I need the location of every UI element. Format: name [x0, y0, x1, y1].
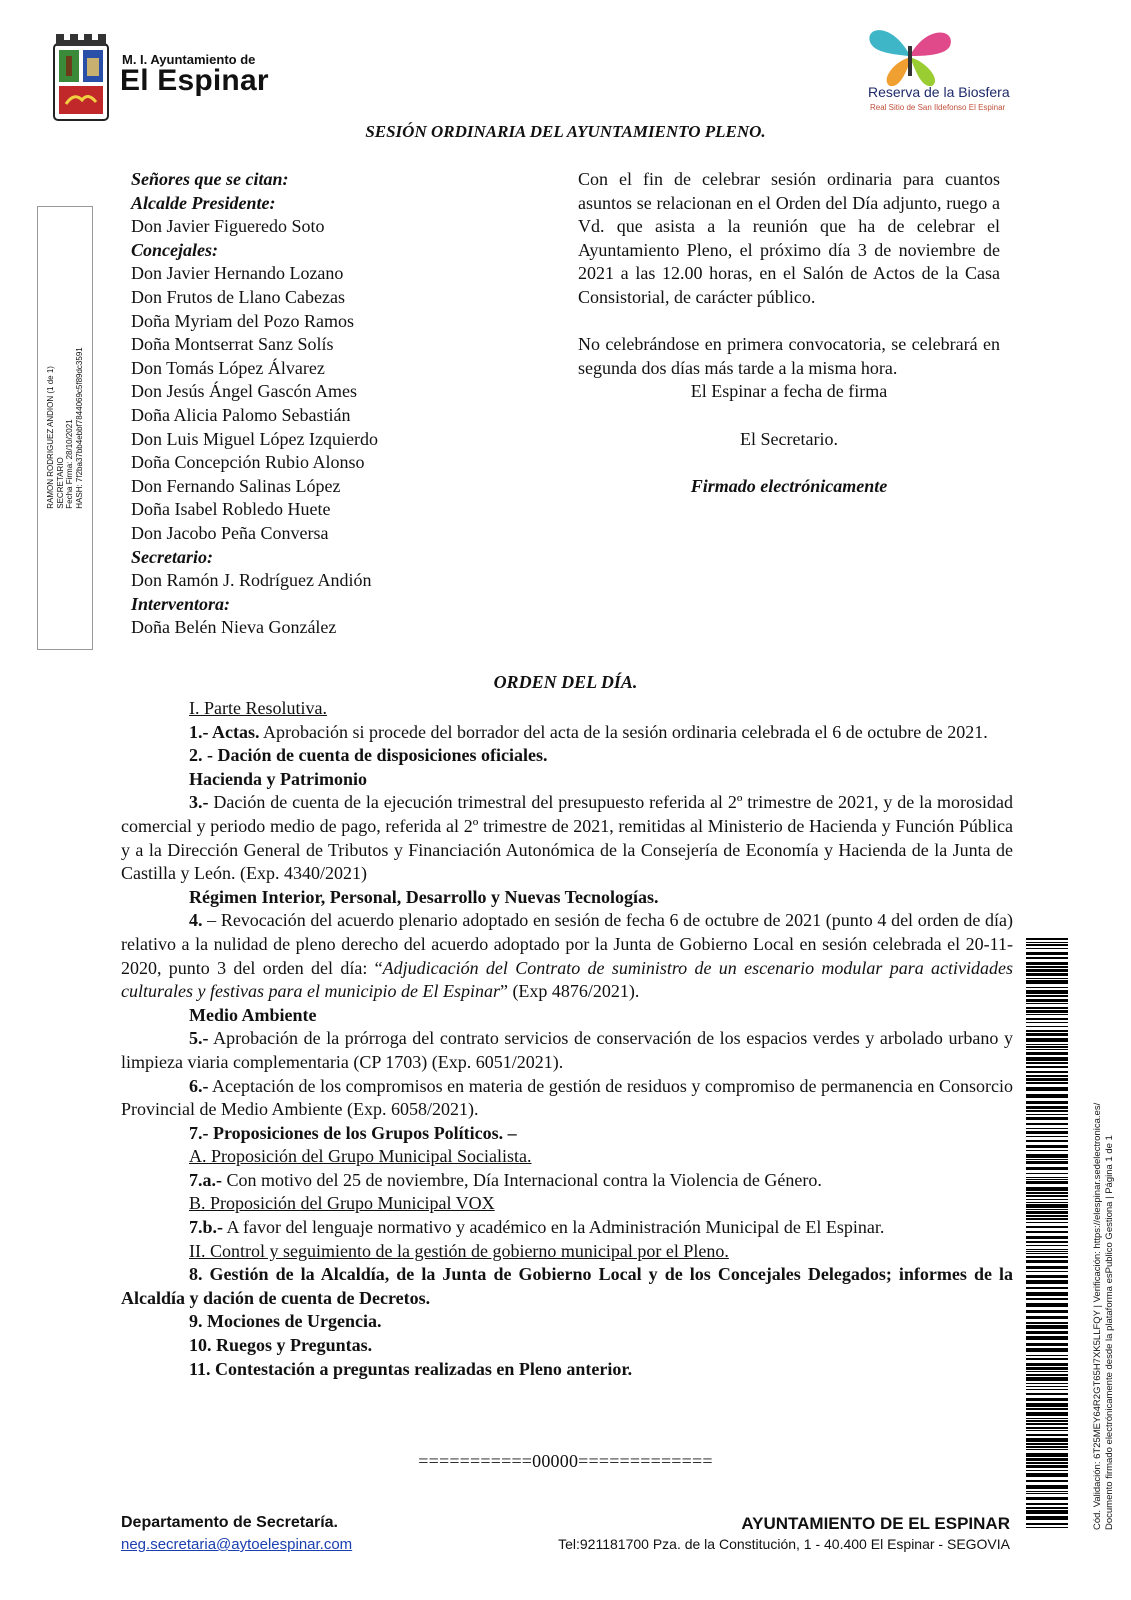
barcode-bar	[1026, 1057, 1068, 1061]
barcode-bar	[1026, 1316, 1068, 1319]
town-name: El Espinar	[120, 64, 269, 97]
agenda-item-7b: 7.b.- A favor del lenguaje normativo y académico en la Administración Municipal de El Espinar.	[189, 1217, 885, 1238]
barcode-bar	[1026, 1470, 1068, 1471]
barcode-bar	[1026, 1322, 1068, 1324]
barcode-bar	[1026, 1204, 1068, 1208]
barcode-bar	[1026, 1336, 1068, 1340]
barcode-bar	[1026, 962, 1068, 965]
barcode-bar	[1026, 1022, 1068, 1023]
barcode-bar	[1026, 952, 1068, 955]
barcode-bar	[1026, 1260, 1068, 1263]
signature-hash: HASH: 7f2ba37bb4ebbf7844069c5f89dc3591	[74, 347, 84, 509]
barcode-bar	[1026, 1493, 1068, 1494]
comptroller-name: Doña Belén Nieva González	[131, 617, 337, 638]
barcode-bar	[1026, 1014, 1068, 1015]
barcode-bar	[1026, 1018, 1068, 1020]
signer-title: El Secretario.	[740, 428, 838, 449]
electronic-signature-stamp	[37, 206, 93, 650]
barcode-bar	[1026, 1418, 1068, 1419]
barcode-bar	[1026, 1480, 1068, 1482]
barcode-bar	[1026, 938, 1068, 940]
barcode-bar	[1026, 1094, 1068, 1098]
barcode-bar	[1026, 1140, 1068, 1142]
barcode-bar	[1026, 978, 1068, 979]
barcode-bar	[1026, 1114, 1068, 1115]
barcode-bar	[1026, 1145, 1068, 1148]
agenda-item-3: 3.- Dación de cuenta de la ejecución trimestral del presupuesto referida al 2º trimestre de 2021, y de la morosidad comercial y periodo medio de pago, referida al 2º trimestre de 2021, remitidas al Ministerio de Hacienda y Función Pública y a la Dirección General de Tributos y Financiación Autonómica de la Consejería de Economía y Hacienda de la Junta de Castilla y León. (Exp. 4340/2021)	[121, 792, 1013, 884]
agenda-item-7a: 7.a.- Con motivo del 25 de noviembre, Día Internacional contra la Violencia de Género.	[189, 1169, 822, 1190]
section-regimen-interior: Régimen Interior, Personal, Desarrollo y Nuevas Tecnologías.	[189, 886, 659, 907]
barcode-bar	[1026, 1179, 1068, 1180]
part-1-heading: I. Parte Resolutiva.	[189, 698, 327, 718]
barcode-bar	[1026, 1066, 1068, 1068]
proposal-a-heading: A. Proposición del Grupo Municipal Socialista.	[189, 1146, 532, 1167]
barcode-bar	[1026, 1310, 1068, 1313]
barcode-bar	[1026, 1211, 1068, 1214]
barcode-bar	[1026, 942, 1068, 943]
agenda-item-10: 10. Ruegos y Preguntas.	[189, 1335, 373, 1356]
barcode-bar	[1026, 1167, 1068, 1170]
barcode-bar	[1026, 980, 1068, 984]
councillor: Don Luis Miguel López Izquierdo	[131, 428, 378, 449]
barcode-bar	[1026, 1266, 1068, 1269]
barcode-bar	[1026, 1275, 1068, 1278]
barcode-bar	[1026, 1251, 1068, 1252]
barcode-bar	[1026, 1044, 1068, 1045]
barcode-bar	[1026, 1052, 1068, 1055]
footer-address: Tel:921181700 Pza. de la Constitución, 1 - 40.400 El Espinar - SEGOVIA	[558, 1536, 1010, 1552]
barcode-bar	[1026, 1123, 1068, 1125]
barcode-bar	[1026, 1110, 1068, 1112]
barcode-bar	[1026, 1367, 1068, 1370]
signed-electronically: Firmado electrónicamente	[690, 475, 888, 496]
end-separator: ===========00000=============	[418, 1451, 713, 1471]
barcode-bar	[1026, 1398, 1068, 1401]
barcode-bar	[1026, 1465, 1068, 1468]
councillor: Don Tomás López Álvarez	[131, 357, 325, 378]
barcode-bar	[1026, 1253, 1068, 1254]
barcode-bar	[1026, 1245, 1068, 1246]
barcode-bar	[1026, 1226, 1068, 1228]
barcode-bar	[1026, 1078, 1068, 1081]
barcode-bar	[1026, 1325, 1068, 1329]
barcode-bar	[1026, 944, 1068, 946]
agenda-item-5: 5.- Aprobación de la prórroga del contrato servicios de conservación de los espacios verdes y arbolado urbano y limpieza viaria complementaria (CP 1703) (Exp. 6051/2021).	[121, 1028, 1013, 1072]
barcode-bar	[1026, 1462, 1068, 1464]
barcode-bar	[1026, 948, 1068, 949]
barcode-bar	[1026, 1038, 1068, 1042]
barcode-bar	[1026, 1150, 1068, 1151]
councillor: Don Jesús Ángel Gascón Ames	[131, 381, 357, 402]
barcode-bar	[1026, 1374, 1068, 1376]
attendees-heading: Señores que se citan:	[131, 169, 289, 189]
barcode-bar	[1026, 1303, 1068, 1307]
barcode-bar	[1026, 1154, 1068, 1158]
barcode-bar	[1026, 1049, 1068, 1050]
mayor-label: Alcalde Presidente:	[131, 192, 276, 213]
agenda-item-4: 4. – Revocación del acuerdo plenario adoptado en sesión de fecha 6 de octubre de 2021 (punto 4 del orden de día) relativo a la nulidad de pleno derecho del acuerdo adoptado por la Junta de Gobierno Local en sesión celebrada el 20-11-2020, punto 3 del orden del día: “Adjudicación del Contrato de suministro de un escenario modular para actividades culturales y festivas para el municipio de El Espinar” (Exp 4876/2021).	[121, 910, 1013, 1002]
place-date: El Espinar a fecha de firma	[690, 381, 888, 402]
verification-code: Cód. Validación: 6T25MEY64R2GT65H7XK5LLFQY | Verificación: https://elespinar.sedelectronica.es/	[1092, 1102, 1103, 1530]
mayor-name: Don Javier Figueredo Soto	[131, 216, 325, 237]
validation-barcode	[1026, 938, 1068, 1530]
barcode-bar	[1026, 1449, 1068, 1450]
barcode-bar	[1026, 1438, 1068, 1442]
councillor: Don Frutos de Llano Cabezas	[131, 286, 345, 307]
barcode-bar	[1026, 1355, 1068, 1356]
councillor: Doña Alicia Palomo Sebastián	[131, 404, 351, 425]
comptroller-label: Interventora:	[131, 593, 230, 614]
barcode-bar	[1026, 1128, 1068, 1129]
barcode-bar	[1026, 1383, 1068, 1384]
barcode-bar	[1026, 1249, 1068, 1250]
barcode-bar	[1026, 1443, 1068, 1445]
biosphere-title: Reserva de la Biosfera	[868, 84, 1010, 100]
secretary-label: Secretario:	[131, 546, 213, 567]
barcode-bar	[1026, 1420, 1068, 1422]
signer-role: SECRETARIO	[55, 457, 65, 509]
barcode-bar	[1026, 1280, 1068, 1284]
barcode-bar	[1026, 1161, 1068, 1164]
barcode-bar	[1026, 1177, 1068, 1178]
barcode-bar	[1026, 1071, 1068, 1073]
barcode-bar	[1026, 1046, 1068, 1048]
town-name-small: M. I. Ayuntamiento de	[122, 52, 256, 67]
secretary-name: Don Ramón J. Rodríguez Andión	[131, 570, 372, 591]
verification-platform: Documento firmado electrónicamente desde la plataforma esPublico Gestiona | Página 1 de 1	[1104, 1135, 1115, 1530]
barcode-bar	[1026, 1485, 1068, 1489]
barcode-bar	[1026, 1271, 1068, 1272]
barcode-bar	[1026, 1222, 1068, 1223]
barcode-bar	[1026, 1033, 1068, 1036]
barcode-bar	[1026, 1082, 1068, 1084]
agenda-item-8: 8. Gestión de la Alcaldía, de la Junta de Gobierno Local y de los Concejales Delegados; informes de la Alcaldía y dación de cuenta de Decretos.	[121, 1264, 1013, 1308]
barcode-bar	[1026, 966, 1068, 968]
barcode-bar	[1026, 1507, 1068, 1509]
proposal-b-heading: B. Proposición del Grupo Municipal VOX	[189, 1193, 495, 1214]
barcode-bar	[1026, 1181, 1068, 1184]
barcode-bar	[1026, 1348, 1068, 1352]
barcode-bar	[1026, 1408, 1068, 1410]
barcode-bar	[1026, 973, 1068, 976]
barcode-bar	[1026, 1358, 1068, 1360]
signer-name: RAMON RODRIGUEZ ANDION (1 de 1)	[46, 366, 55, 509]
barcode-bar	[1026, 1389, 1068, 1390]
order-title: ORDEN DEL DÍA.	[493, 672, 638, 692]
councillor: Doña Myriam del Pozo Ramos	[131, 310, 354, 331]
barcode-bar	[1026, 1007, 1068, 1009]
barcode-bar	[1026, 1202, 1068, 1203]
part-2-heading: II. Control y seguimiento de la gestión de gobierno municipal por el Pleno.	[189, 1240, 729, 1261]
footer-email-link[interactable]: neg.secretaria@aytoelespinar.com	[121, 1536, 353, 1553]
barcode-bar	[1026, 1136, 1068, 1137]
footer-organization: AYUNTAMIENTO DE EL ESPINAR	[741, 1514, 1010, 1533]
barcode-bar	[1026, 1209, 1068, 1210]
barcode-bar	[1026, 1331, 1068, 1334]
barcode-bar	[1026, 1412, 1068, 1416]
barcode-bar	[1026, 1503, 1068, 1505]
barcode-bar	[1026, 1403, 1068, 1407]
agenda-item-1: 1.- Actas. Aprobación si procede del borrador del acta de la sesión ordinaria celebrada el 6 de octubre de 2021.	[189, 721, 988, 742]
barcode-bar	[1026, 990, 1068, 994]
agenda-item-7: 7.- Proposiciones de los Grupos Políticos. –	[189, 1122, 517, 1143]
councillor: Don Jacobo Peña Conversa	[131, 522, 329, 543]
barcode-bar	[1026, 1446, 1068, 1448]
section-medio-ambiente: Medio Ambiente	[189, 1004, 317, 1025]
notice-paragraph: No celebrándose en primera convocatoria, se celebrará en segunda dos días más tarde a la misma hora.	[578, 334, 1000, 378]
barcode-bar	[1026, 1343, 1068, 1346]
order-of-the-day	[121, 697, 1013, 1381]
barcode-bar	[1026, 999, 1068, 1002]
footer-department: Departamento de Secretaría.	[121, 1514, 338, 1531]
barcode-bar	[1026, 1106, 1068, 1109]
agenda-item-9: 9. Mociones de Urgencia.	[189, 1311, 382, 1332]
agenda-item-2: 2. - Dación de cuenta de disposiciones oficiales.	[189, 745, 548, 766]
barcode-bar	[1026, 1256, 1068, 1258]
barcode-bar	[1026, 1187, 1068, 1191]
barcode-bar	[1026, 1062, 1068, 1064]
barcode-bar	[1026, 969, 1068, 972]
barcode-bar	[1026, 995, 1068, 997]
barcode-bar	[1026, 1087, 1068, 1091]
barcode-bar	[1026, 1292, 1068, 1296]
barcode-bar	[1026, 1371, 1068, 1372]
barcode-bar	[1026, 1236, 1068, 1239]
barcode-bar	[1026, 1458, 1068, 1461]
barcode-bar	[1026, 957, 1068, 959]
agenda-item-6: 6.- Aceptación de los compromisos en materia de gestión de residuos y compromiso de permanencia en Consorcio Provincial de Medio Ambiente (Exp. 6058/2021).	[121, 1075, 1013, 1120]
barcode-bar	[1026, 987, 1068, 988]
barcode-bar	[1026, 1377, 1068, 1381]
barcode-bar	[1026, 1434, 1068, 1436]
barcode-bar	[1026, 1030, 1068, 1032]
biosphere-butterfly-logo	[860, 22, 960, 92]
barcode-bar	[1026, 1386, 1068, 1387]
barcode-bar	[1026, 1523, 1068, 1525]
barcode-bar	[1026, 1298, 1068, 1300]
barcode-bar	[1026, 1516, 1068, 1520]
barcode-bar	[1026, 1287, 1068, 1289]
barcode-bar	[1026, 1231, 1068, 1233]
barcode-bar	[1026, 1497, 1068, 1500]
barcode-bar	[1026, 1453, 1068, 1457]
councillor: Doña Montserrat Sanz Solís	[131, 334, 334, 355]
agenda-item-11: 11. Contestación a preguntas realizadas en Pleno anterior.	[189, 1358, 633, 1379]
barcode-bar	[1026, 1393, 1068, 1395]
barcode-bar	[1026, 1192, 1068, 1194]
councillor: Doña Isabel Robledo Huete	[131, 499, 331, 520]
barcode-bar	[1026, 1218, 1068, 1220]
verification-text	[1092, 1103, 1116, 1530]
councillor: Doña Concepción Rubio Alonso	[131, 452, 365, 473]
biosphere-subtitle: Real Sitio de San Ildefonso El Espinar	[870, 103, 1006, 112]
barcode-bar	[1026, 1427, 1068, 1429]
barcode-bar	[1026, 1173, 1068, 1174]
barcode-bar	[1026, 1423, 1068, 1425]
notice-paragraph: Con el fin de celebrar sesión ordinaria para cuantos asuntos se relacionan en el Orden del Día adjunto, ruego a Vd. que asista a la reunión que ha de celebrar el Ayuntamiento Pleno, el próximo día 3 de noviembre de 2021 a las 12.00 horas, en el Salón de Actos de la Casa Consistorial, de carácter público.	[578, 169, 1000, 307]
barcode-bar	[1026, 1430, 1068, 1431]
barcode-bar	[1026, 1117, 1068, 1120]
attendees-list	[131, 168, 378, 640]
session-title: SESIÓN ORDINARIA DEL AYUNTAMIENTO PLENO.	[365, 122, 766, 141]
barcode-bar	[1026, 1159, 1068, 1160]
barcode-bar	[1026, 1363, 1068, 1366]
barcode-bar	[1026, 1075, 1068, 1077]
barcode-bar	[1026, 1215, 1068, 1217]
barcode-bar	[1026, 1241, 1068, 1243]
barcode-bar	[1026, 1131, 1068, 1134]
barcode-bar	[1026, 1195, 1068, 1197]
councillor: Don Fernando Salinas López	[131, 475, 341, 496]
barcode-bar	[1026, 1199, 1068, 1200]
councillor: Don Javier Hernando Lozano	[131, 263, 344, 284]
barcode-bar	[1026, 1026, 1068, 1027]
councillors-label: Concejales:	[131, 239, 218, 260]
town-coat-of-arms-logo	[52, 30, 110, 122]
barcode-bar	[1026, 1010, 1068, 1013]
barcode-bar	[1026, 1510, 1068, 1514]
barcode-bar	[1026, 1491, 1068, 1492]
meeting-notice	[578, 168, 1000, 498]
barcode-bar	[1026, 1473, 1068, 1477]
barcode-bar	[1026, 1003, 1068, 1004]
signature-date: Fecha Firma: 28/10/2021	[65, 419, 74, 509]
section-hacienda: Hacienda y Patrimonio	[189, 768, 367, 789]
barcode-bar	[1026, 1527, 1068, 1528]
barcode-bar	[1026, 1101, 1068, 1104]
